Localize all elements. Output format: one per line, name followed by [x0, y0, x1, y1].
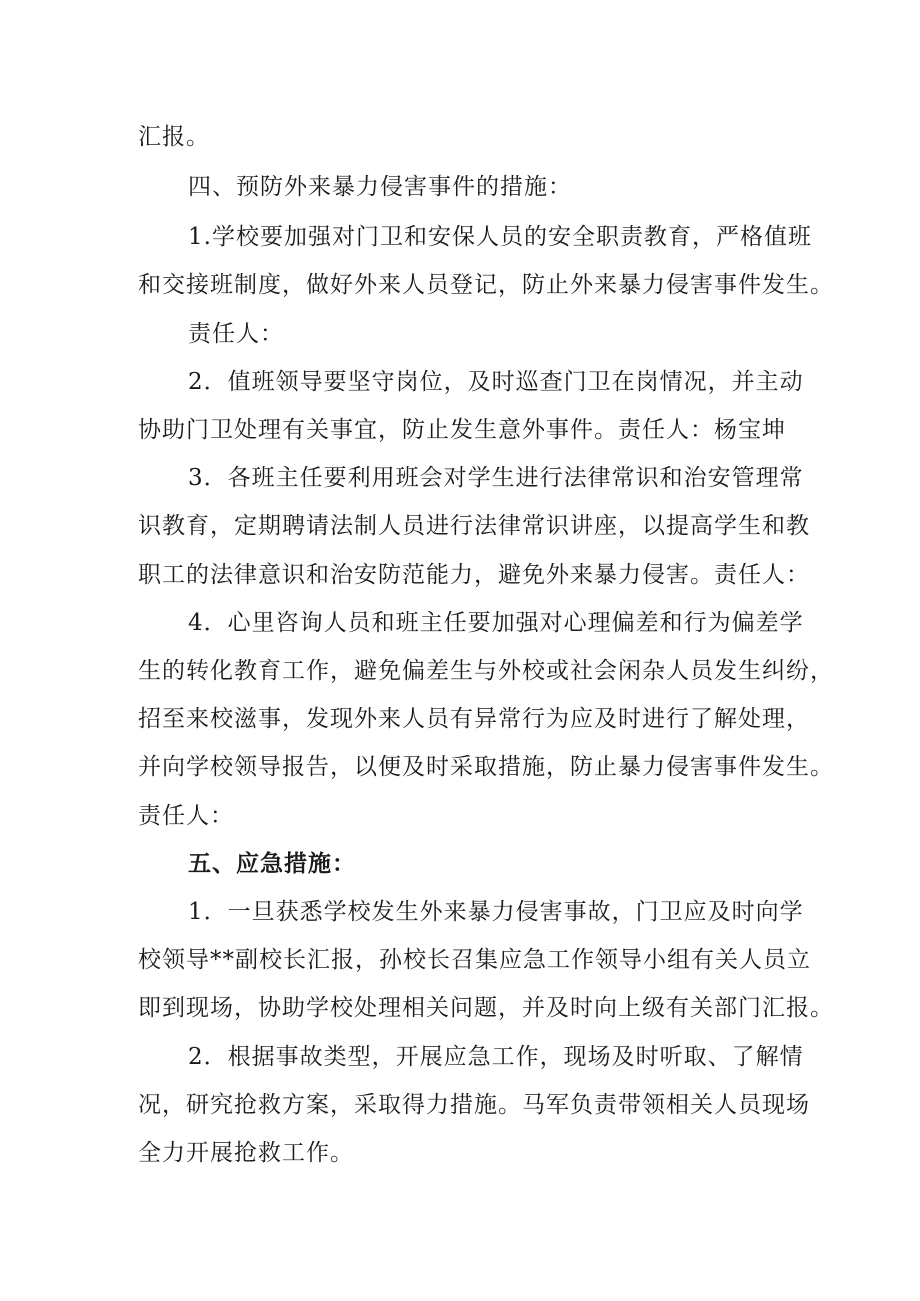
text-line: 即到现场，协助学校处理相关问题，并及时向上级有关部门汇报。	[138, 995, 834, 1021]
text-line: 1.学校要加强对门卫和安保人员的安全职责教育，严格值班	[188, 224, 812, 250]
section-heading: 四、预防外来暴力侵害事件的措施：	[188, 174, 572, 200]
section-heading: 五、应急措施：	[188, 851, 356, 877]
text-line: 和交接班制度，做好外来人员登记，防止外来暴力侵害事件发生。	[138, 272, 834, 298]
text-line: 全力开展抢救工作。	[138, 1140, 354, 1166]
text-line: 2．根据事故类型，开展应急工作，现场及时听取、了解情	[188, 1044, 804, 1070]
text-line: 协助门卫处理有关事宜，防止发生意外事件。责任人：杨宝坤	[138, 417, 786, 443]
text-line: 3．各班主任要利用班会对学生进行法律常识和治安管理常	[188, 465, 804, 491]
text-line: 汇报。	[138, 124, 210, 150]
text-line: 校领导**副校长汇报，孙校长召集应急工作领导小组有关人员立	[138, 947, 811, 973]
text-line: 招至来校滋事，发现外来人员有异常行为应及时进行了解处理，	[138, 706, 810, 732]
text-line: 2．值班领导要坚守岗位，及时巡查门卫在岗情况，并主动	[188, 369, 804, 395]
text-line: 责任人：	[188, 321, 284, 347]
text-line: 况，研究抢救方案，采取得力措施。马军负责带领相关人员现场	[138, 1092, 810, 1118]
text-line: 生的转化教育工作，避免偏差生与外校或社会闲杂人员发生纠纷，	[138, 658, 834, 684]
text-line: 识教育，定期聘请法制人员进行法律常识讲座，以提高学生和教	[138, 513, 810, 539]
text-line: 1．一旦获悉学校发生外来暴力侵害事故，门卫应及时向学	[188, 899, 804, 925]
text-line: 4．心里咨询人员和班主任要加强对心理偏差和行为偏差学	[188, 610, 804, 636]
text-line: 并向学校领导报告，以便及时采取措施，防止暴力侵害事件发生。	[138, 754, 834, 780]
text-line: 职工的法律意识和治安防范能力，避免外来暴力侵害。责任人：	[138, 562, 810, 588]
text-line: 责任人：	[138, 803, 234, 829]
